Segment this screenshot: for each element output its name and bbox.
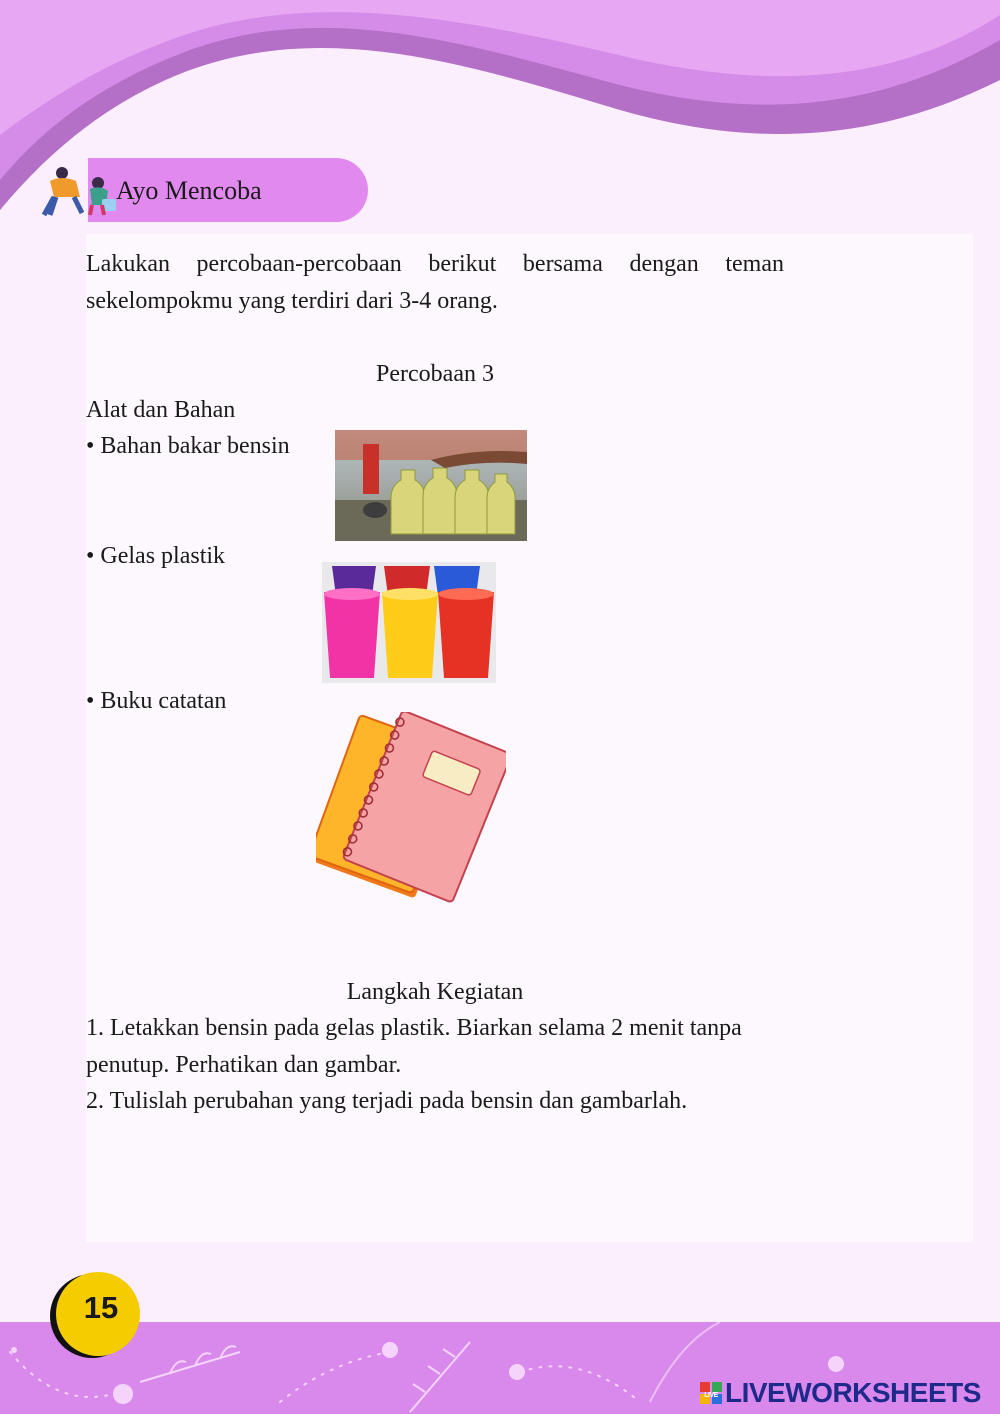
experiment-title: Percobaan 3 [376, 361, 494, 387]
material-item-fuel: • Bahan bakar bensin [86, 433, 290, 459]
liveworksheets-brand[interactable] [700, 1376, 981, 1410]
material-item-notebook: • Buku catatan [86, 688, 227, 714]
people-illustration-icon [36, 163, 126, 218]
steps-title: Langkah Kegiatan [346, 979, 524, 1005]
step-item-1: 1. Letakkan bensin pada gelas plastik. Biarkan selama 2 menit tanpa penutup. Perhatikan dan gambar. [86, 1015, 742, 1078]
plastic-cups-image [322, 562, 496, 683]
material-item-cups: • Gelas plastik [86, 543, 226, 569]
liveworksheets-logo-icon [700, 1382, 722, 1404]
intro-paragraph: Lakukan percobaan-percobaan berikut bersama dengan teman sekelompokmu yang terdiri dari 3-4 orang. [86, 251, 784, 314]
step-item-2: 2. Tulislah perubahan yang terjadi pada bensin dan gambarlah. [86, 1088, 688, 1114]
svg-text:LIVE: LIVE [704, 1392, 718, 1399]
page-number: 15 [83, 1290, 119, 1325]
notebooks-image [316, 712, 506, 907]
fuel-bottles-image [335, 430, 527, 541]
section-header-title: Ayo Mencoba [116, 176, 262, 205]
brand-text: LIVEWORKSHEETS [725, 1377, 981, 1408]
tools-heading: Alat dan Bahan [86, 397, 236, 423]
